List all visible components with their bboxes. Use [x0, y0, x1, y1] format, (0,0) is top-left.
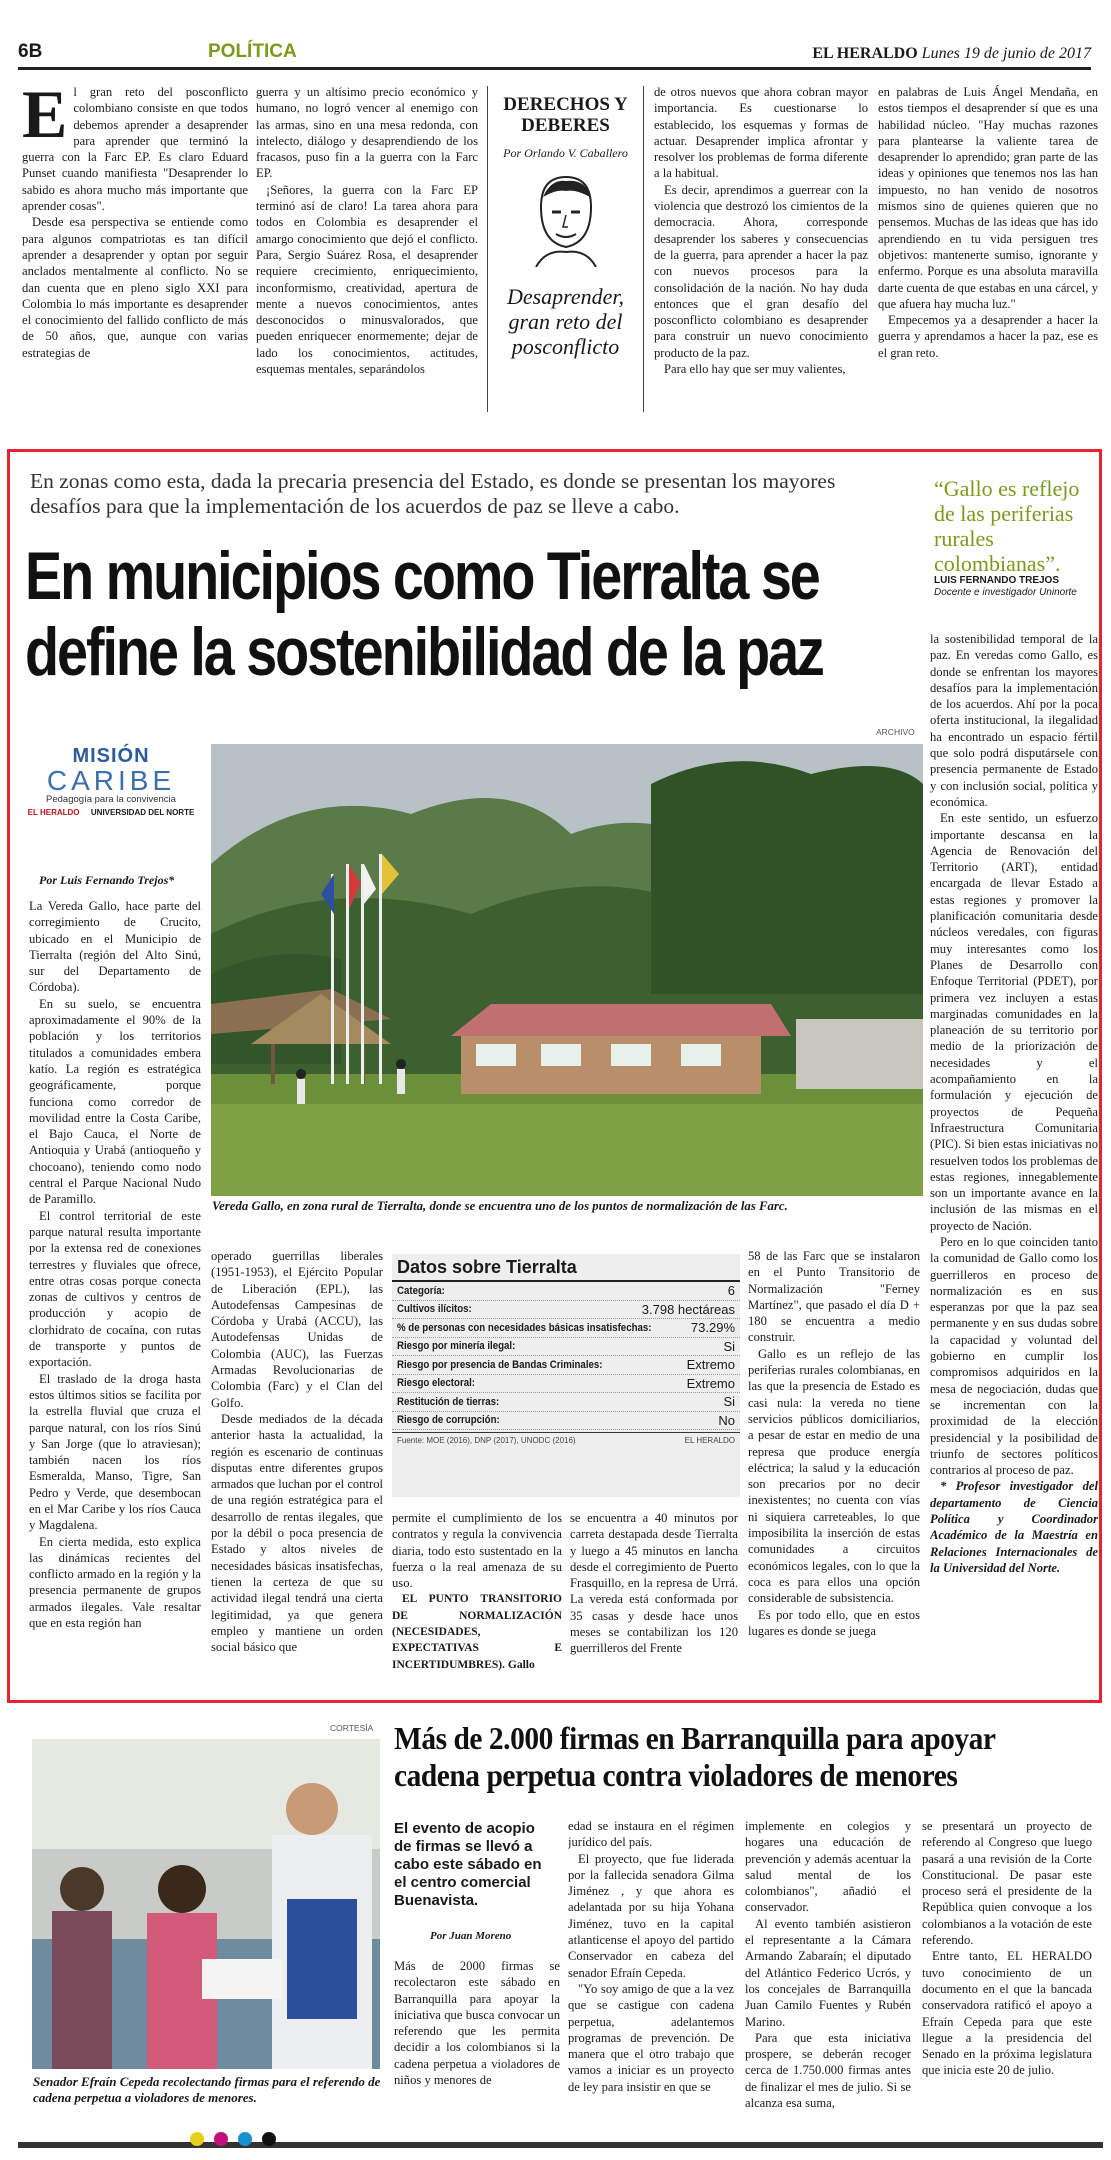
- row-value: 6: [727, 1283, 735, 1299]
- headline-line-2: define la sostenibilidad de la paz: [25, 614, 823, 690]
- paragraph: Gallo es un reflejo de las periferias rurales colombianas, en las que la presencia de Estado es casi nula: la vereda no tiene servicios públicos domiciliarios, a pesar de estar en medio de una represa que produce energía eléctrica; la salud y la educación son precarios por no decir inexistentes; no cuenta con vías ni siquiera carreteables, lo que imposibilita la inserción de estas comunidades a circuitos económicos legales, con lo que la coca es para ellos una opción considerable de subsistencia.: [748, 1346, 920, 1606]
- paragraph: Empecemos ya a desaprender a hacer la guerra y aprendamos a hacer la paz, ese es el gran reto.: [878, 313, 1098, 360]
- quote-name: LUIS FERNANDO TREJOS: [934, 575, 1060, 586]
- feature-column-5: [748, 1248, 920, 1698]
- page-header: [18, 36, 1091, 70]
- paragraph: se presentará un proyecto de referendo al Congreso que luego pasará a una revisión de la Corte Constitucional. De pasar este proceso será el presidente de la República quien convoque a los colombianos a la votación de este referendo.: [922, 1819, 1092, 1948]
- feature-column-6: [930, 631, 1098, 1698]
- row-value: Si: [723, 1338, 735, 1354]
- bottom-column-2: [568, 1818, 734, 2130]
- paragraph: La Vereda Gallo, hace parte del corregimiento de Crucito, ubicado en el Municipio de Tierralta (región del Alto Sinú, sur del Departamento de Córdoba).: [29, 899, 201, 995]
- headline-line-1: Más de 2.000 firmas en Barranquilla para apoyar: [394, 1720, 996, 1756]
- paragraph: En este sentido, un esfuerzo importante descansa en la Agencia de Renovación del Territorio (ART), entidad encargada de llevar Estado a estas regiones y promover la planificación comunitaria desde núcleos veredales, con figuras muy interesantes como los Planes de Desarrollo con Enfoque Territorial (PDET), por primera vez incluyen a estas marginadas comunidades en la planeación de su territorio por medio de la priorización de necesidades y el acompañamiento en la formulación y ejecución de proyectos de Pequeña Infraestructura Comunitaria (PIC). Si bien estas iniciativas no resuelven todos los problemas de estas regiones, innegablemente son un importante avance en la inclusión de las mismas en el proyecto de Nación.: [930, 811, 1098, 1233]
- bottom-photo-credit: CORTESÍA: [330, 1723, 374, 1733]
- paragraph: edad se instaura en el régimen jurídico del país.: [568, 1819, 734, 1850]
- paragraph: Más de 2000 firmas se recolectaron este sábado en Barranquilla para apoyar la iniciativa que busca convocar un referendo que les permita decidir a los colombianos si la cadena perpetua a violadores de niños y menores de: [394, 1959, 560, 2088]
- paragraph: Pero en lo que coinciden tanto la comunidad de Gallo como los guerrilleros en proceso de normalización es en sus esperanzas por que la paz sea permanente y en sus dudas sobre la capacidad y voluntad del gobierno en cumplir los compromisos adquiridos en la mesa de negociación, dudas que se incrementan con la proximidad de la elección presidencial y la posibilidad de triunfo de sectores políticos contrarios al proceso de paz.: [930, 1234, 1098, 1478]
- table-title: Datos sobre Tierralta: [392, 1254, 740, 1282]
- paragraph: Desde esa perspectiva se entiende como para algunos compatriotas es tan difícil aprender a desaprender y optan por seguir anclados mentalmente al conflicto. No se dan cuenta que en pleno siglo XXI para Colombia lo más importante es desaprender el conocimiento del fallido conflicto de más de 50 años, que, aunque con varias estrategias de: [22, 215, 248, 360]
- paragraph: implemente en colegios y hogares una educación de prevención y además acentuar la salud mental de los colombianos", añadió el conservador.: [745, 1819, 911, 1915]
- paragraph: En su suelo, se encuentra aproximadamente el 90% de la población y los territorios titulados a comunidades embera katío. La región es estratégica geográficamente, porque funciona como corredor de movilidad entre la Costa Caribe, el Bajo Cauca, el Norte de Antioquia y Urabá (antioqueño y chocoano), teniendo como nodo central el Parque Nacional Nudo de Paramillo.: [29, 996, 201, 1207]
- paragraph: Es por todo ello, que en estos lugares es donde se juega: [748, 1607, 920, 1638]
- paragraph: Es decir, aprendimos a guerrear con la violencia que destrozó los cimientos de la democracia. Ahora, corresponde desaprender los saberes y consecuencias de la guerra, para aprender a hacer la paz con nuevos procesos para la consolidación de la nación. No hay duda entonces que el gran desafío del posconflicto colombiano es desaprender para construir un nuevo conocimiento producto de la paz.: [654, 182, 868, 360]
- table-row: [392, 1393, 740, 1412]
- table-row: [392, 1282, 740, 1301]
- row-value: No: [718, 1412, 735, 1428]
- column-title: DERECHOS Y DEBERES: [503, 94, 628, 136]
- bottom-column-3: [745, 1818, 911, 2130]
- feature-column-2: [211, 1248, 383, 1698]
- table-row: [392, 1301, 740, 1320]
- paragraph: "Yo soy amigo de que a la vez que se castigue con cadena perpetua, adelantemos programas de prevención. De manera que el otro trabajo que vamos a iniciar es un proyecto de ley para insistir en que se: [568, 1981, 734, 2094]
- logo-partners: [22, 808, 200, 817]
- bottom-column-4: [922, 1818, 1092, 2130]
- feature-photo: [211, 744, 923, 1196]
- row-value: 73.29%: [690, 1320, 735, 1336]
- partner-uninorte: UNIVERSIDAD DEL NORTE: [90, 808, 195, 817]
- row-label: Riesgo de corrupción:: [397, 1414, 500, 1427]
- headline-line-1: En municipios como Tierralta se: [25, 538, 819, 614]
- black-mark-icon: [262, 2132, 276, 2146]
- headline-line-2: cadena perpetua contra violadores de menores: [394, 1757, 958, 1793]
- paragraph: EL PUNTO TRANSITORIO DE NORMALIZACIÓN (NECESIDADES, EXPECTATIVAS E INCERTIDUMBRES). Gallo: [392, 1593, 562, 1671]
- publication-info: [812, 45, 1091, 63]
- cyan-mark-icon: [238, 2132, 252, 2146]
- row-value: 3.798 hectáreas: [641, 1301, 735, 1317]
- paragraph: l gran reto del posconflicto colombiano consiste en que todos debemos aprender a desaprender para aprender que terminó la guerra con la Farc EP. Es claro Eduard Punset cuando manifiesta "Desaprender lo sabido es ahora mucho más importante que aprender cosas".: [22, 85, 248, 214]
- photo-credit: ARCHIVO: [876, 727, 915, 737]
- row-label: Riesgo por minería ilegal:: [397, 1340, 516, 1353]
- column-author: Por Orlando V. Caballero: [503, 146, 628, 160]
- pull-quote: “Gallo es reflejo de las periferias rurales colombianas”.: [934, 476, 1080, 576]
- paragraph: Al evento también asistieron el representante a la Cámara Armando Zabaraín; el diputado del Atlántico Federico Ucrós, y los concejales de Barranquilla Juan Camilo Fuentes y Rubén Marino.: [745, 1916, 911, 2029]
- mision-caribe-logo: [22, 745, 200, 845]
- logo-main: CARIBE: [46, 765, 176, 796]
- row-value: Extremo: [686, 1375, 735, 1391]
- row-label: Riesgo electoral:: [397, 1377, 476, 1390]
- logo-tagline: Pedagogía para la convivencia: [46, 794, 176, 805]
- paragraph: permite el cumplimiento de los contratos y regula la convivencia diaria, todo esto sustentado en la fuerza o la real amenaza de su uso.: [392, 1511, 562, 1591]
- paragraph: Para ello hay que ser muy valientes,: [664, 362, 846, 377]
- table-credit: EL HERALDO: [684, 1436, 735, 1445]
- bottom-column-1: [394, 1958, 560, 2130]
- page-number: 6B: [18, 41, 43, 62]
- bottom-photo-caption: Senador Efraín Cepeda recolectando firmas para el referendo de cadena perpetua a violadores de menores.: [33, 2074, 381, 2105]
- logo-top: MISIÓN: [72, 745, 150, 767]
- paragraph: guerra y un altísimo precio económico y humano, no logró vencer al enemigo con las armas, sino en una mesa redonda, con intelecto, diálogo y desaprendiendo de los fracasos, puso fin a la guerra con la Farc EP.: [256, 85, 478, 181]
- paragraph: de otros nuevos que ahora cobran mayor importancia. Es cuestionarse lo establecido, los esquemas y formas de actuar. Desaprender implica afrontar y resolver los problemas de forma diferente a la habitual.: [654, 85, 868, 181]
- paragraph: ¡Señores, la guerra con la Farc EP terminó así de claro! La tarea ahora para todos en Colombia es desaprender el amargo conocimiento que dejó el conflicto. Para, Sergio Suárez Rosa, el desaprender requiere crecimiento, enriquecimiento, inconformismo, creatividad, apertura de mente a nuevos conocimientos, antes desconocidos o minusvalorados, que pueden enriquecer enormemente; dejar de lado los conocimientos, actitudes, esquemas mentales, separándolos: [256, 182, 478, 377]
- row-label: Cultivos ilícitos:: [397, 1303, 472, 1316]
- yellow-mark-icon: [190, 2132, 204, 2146]
- drop-cap: E: [22, 84, 68, 152]
- paragraph: la sostenibilidad temporal de la paz. En veredas como Gallo, es donde se enfrentan los mayores desafíos para la implementación de los acuerdos. Ahí por la poca oferta institucional, la ilegalidad ha encontrado un espacio fértil que solo podrá disputársele con presencia permanente de Estado y con inclusión social, política y económica.: [930, 632, 1098, 809]
- pull-quote-source: [934, 575, 1094, 599]
- paragraph: operado guerrillas liberales (1951-1953), el Ejército Popular de Liberación (EPL), las Autodefensas Campesinas de Córdoba y Urabá (ACCU), las Autodefensas Unidas de Colombia (AUC), las Fuerzas Armadas Revolucionarias de Colombia (Farc) y el Clan del Golfo.: [211, 1249, 383, 1410]
- paragraph: El traslado de la droga hasta estos últimos sitios se facilita por la estrella fluvial que cruza el parque natural, con los ríos Sinú y San Jorge (que lo atraviesan); también nacen los ríos Esmeralda, Manso, Tigre, San Pedro y Verde, que desembocan en el Mar Caribe y los ríos Cauca y Magdalena.: [29, 1371, 201, 1533]
- row-label: Riesgo por presencia de Bandas Criminales:: [397, 1358, 603, 1371]
- feature-column-4: [570, 1510, 738, 1700]
- partner-elheraldo: EL HERALDO: [27, 808, 80, 817]
- author-portrait-icon: [516, 167, 616, 267]
- row-label: % de personas con necesidades básicas insatisfechas:: [397, 1321, 652, 1334]
- print-registration-bar: [18, 2142, 1103, 2148]
- paragraph: en palabras de Luis Ángel Mendaña, en estos tiempos el desaprender sí que es una habilidad núcleo. "Hay muchas razones para plantearse la valiente tarea de desaprender lo aprendido; gran parte de las ideas y opiniones que tenemos nos las han impuesto, no han venido de nosotros mismos sino de quienes quieren que no pensemos. Muchas de las ideas que has ido aprendiendo en tu vida persiguen tres objetivos: mantenerte sumiso, ignorante y enfermo. Porque es una absoluta maravilla darte cuenta de que estabas en una cárcel, y que afuera hay mucha luz.": [878, 85, 1098, 311]
- opinion-column-2: [256, 84, 478, 414]
- row-value: Extremo: [686, 1357, 735, 1373]
- data-table-tierralta: [392, 1254, 740, 1497]
- paragraph: El proyecto, que fue liderada por la fallecida senadora Gilma Jiménez , y que ahora es adelantada por su hija Yohana Jiménez, tuvo en la capital atlanticense el apoyo del partido Conservador en cabeza del senador Efraín Cepeda.: [568, 1851, 734, 1980]
- opinion-column-3: [654, 84, 868, 414]
- table-row: [392, 1356, 740, 1375]
- feature-photo-caption: Vereda Gallo, en zona rural de Tierralta, donde se encuentra uno de los puntos de normalización de las Farc.: [212, 1199, 788, 1213]
- bottom-subheading: El evento de acopio de firmas se llevó a cabo este sábado en el centro comercial Buenavista.: [394, 1820, 542, 1909]
- source-text: Fuente: MOE (2016), DNP (2017), UNODC (2016): [397, 1436, 576, 1445]
- feature-byline: Por Luis Fernando Trejos*: [39, 873, 175, 887]
- print-color-marks: [190, 2132, 276, 2146]
- paragraph: Para que esta iniciativa prospere, se deberán recoger cerca de 1.750.000 firmas antes de finalizar el mes de julio. Si se alcanza esa suma,: [745, 2030, 911, 2111]
- table-source: [392, 1432, 740, 1448]
- bottom-headline: [394, 1720, 1038, 1794]
- feature-column-3: [392, 1510, 562, 1700]
- paragraph: se encuentra a 40 minutos por carreta destapada desde Tierralta y luego a 45 minutos en lancha desde el corregimiento de Puerto Frasquillo, en la represa de Urrá. La vereda está conformada por 35 casas y desde hace unos meses se contabilizan los 120 guerrilleros del Frente: [570, 1511, 738, 1656]
- opinion-column-box: [487, 86, 644, 412]
- table-row: [392, 1375, 740, 1394]
- row-label: Restitución de tierras:: [397, 1395, 500, 1408]
- feature-headline: [25, 538, 823, 690]
- column-headline: Desaprender, gran reto del posconflicto: [506, 284, 625, 359]
- paper-name: EL HERALDO: [812, 45, 918, 62]
- paragraph: 58 de las Farc que se instalaron en el Punto Transitorio de Normalización "Ferney Martínez", que pasado el día D + 180 se encuentra a medio construir.: [748, 1249, 920, 1345]
- paragraph: En cierta medida, esto explica las dinámicas recientes del conflicto armado en la región y la presencia permanente de grupos armados ilegales. Vale resaltar que en esta región han: [29, 1534, 201, 1631]
- table-row: [392, 1412, 740, 1431]
- bottom-byline: Por Juan Moreno: [430, 1930, 512, 1942]
- paragraph: Entre tanto, EL HERALDO tuvo conocimiento de un documento en el que la bancada conservadora ratificó el apoyo a Efraín Cepeda para que este llegue a la presidencia del Senado en la próxima legislatura que inicia este 20 de julio.: [922, 1949, 1092, 2078]
- paragraph: El control territorial de este parque natural resulta importante por la extensa red de conexiones terrestres y fluviales que ofrece, entre otras cosas porque conecta zonas de cultivos y centros de producción y acopio de clorhidrato de cocaína, con rutas de transporte y puntos de exportación.: [29, 1208, 201, 1370]
- bottom-photo: [32, 1739, 380, 2069]
- feature-column-1: [29, 898, 201, 1698]
- table-row: [392, 1338, 740, 1357]
- section-title: POLÍTICA: [208, 41, 297, 62]
- quote-role: Docente e investigador Uninorte: [934, 587, 1077, 598]
- opinion-column-4: [878, 84, 1098, 414]
- table-row: [392, 1319, 740, 1338]
- row-label: Categoría:: [397, 1284, 445, 1297]
- magenta-mark-icon: [214, 2132, 228, 2146]
- row-value: Si: [723, 1394, 735, 1410]
- paragraph: Desde mediados de la década anterior hasta la actualidad, la región es escenario de continuas disputas entre diferentes grupos armados que luchan por el control de una región estratégica para el desarrollo de rentas ilegales, que por la débil o poca presencia de Estado y altos niveles de necesidades básicas insatisfechas, tienen la certeza de que su actividad ilegal tendrá una cierta legitimidad, ya que genera empleo y mantiene un orden social básico que: [211, 1411, 383, 1655]
- feature-lede: En zonas como esta, dada la precaria presencia del Estado, es donde se presentan los mayores desafíos para que la implementación de los acuerdos de paz se lleve a cabo.: [30, 469, 836, 518]
- author-note: * Profesor investigador del departamento de Ciencia Política y Coordinador Académico de la Maestría en Relaciones Internacionales de la Universidad del Norte.: [930, 1479, 1098, 1575]
- issue-date: Lunes 19 de junio de 2017: [921, 45, 1091, 62]
- opinion-column-1: [22, 84, 248, 414]
